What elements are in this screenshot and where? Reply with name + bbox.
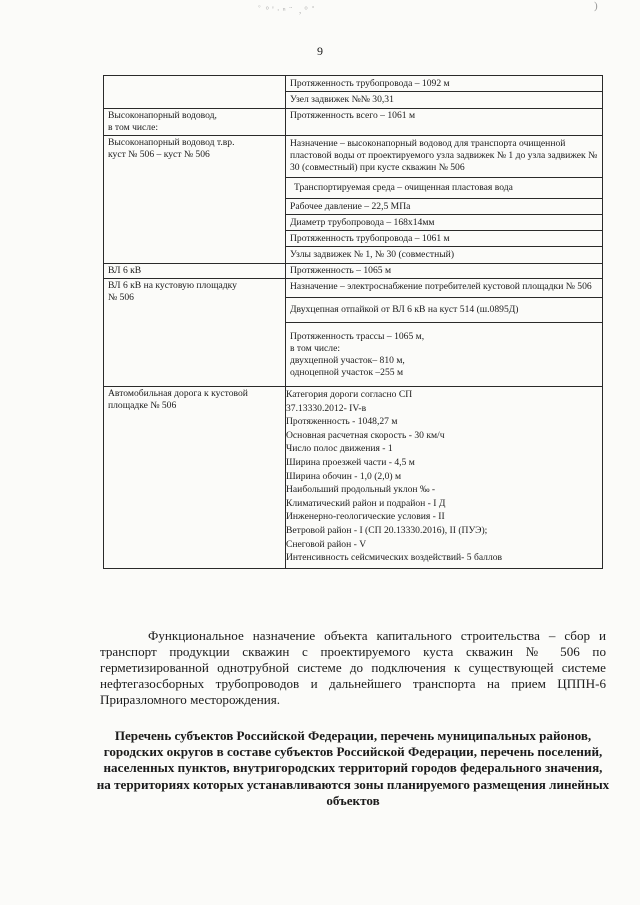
purpose-paragraph [100,628,606,708]
table-row [104,109,603,136]
table-cell-right [286,264,603,279]
cell-line: Рабочее давление – 22,5 МПа [286,198,602,214]
cell-line: Диаметр трубопровода – 168х14мм [286,214,602,230]
cell-line: Транспортируемая среда – очищенная пластовая вода [286,177,602,198]
cell-line: площадке № 506 [108,400,177,411]
cell-line: Ширина обочин - 1,0 (2,0) м [286,470,402,482]
table-cell-right [286,387,603,569]
table-cell-right [286,136,603,264]
table-cell-left [104,109,286,136]
table-row [104,76,603,109]
table-cell-left [104,387,286,569]
cell-line: Инженерно-геологические условия - II [286,511,445,523]
table-cell-left [104,136,286,264]
page-number: 9 [317,44,323,58]
cell-line: Протяженность - 1048,27 м [286,416,398,428]
cell-line: Снеговой район - V [286,538,367,550]
cell-line: Основная расчетная скорость - 30 км/ч [286,429,445,441]
cell-line: Двухцепная отпайкой от ВЛ 6 кВ на куст 514 (ш.0895Д) [286,297,602,322]
table-cell-left [104,279,286,387]
table-row [104,387,603,569]
table-row [104,264,603,279]
table-cell-right [286,109,603,136]
cell-line: куст № 506 – куст № 506 [108,149,210,160]
scan-artifact-mark: ﾟ°'·ⁿ ̈ ,° ̊ [258,5,317,15]
table-row [104,279,603,387]
purpose-paragraph-text: Функциональное назначение объекта капитального строительства – сбор и транспорт продукции скважин с проектируемого куста скважин № 506 по герметизированной однотрубной системе до подключения к существующей системе нефтегазосборных трубопроводов и дальнейшего транспорта на прием ЦППН-6 Приразломного месторождения. [100,628,606,707]
cell-line: Ветровой район - I (СП 20.13330.2016), II (ПУЭ); [286,524,488,536]
table-row [104,136,603,264]
table-cell-right [286,76,603,109]
cell-line: Климатический район и подрайон - I Д [286,497,446,509]
cell-line: Протяженность трассы – 1065 м, в том числе: двухцепной участок– 810 м, одноцепной участок –255 м [286,322,602,385]
cell-line: Высоконапорный водовод, [108,110,217,121]
cell-line: Протяженность всего – 1061 м [290,110,416,121]
table-cell-left [104,264,286,279]
scan-artifact-bracket: ) [594,0,598,12]
section-heading: Перечень субъектов Российской Федерации, перечень муниципальных районов, городских округов в составе субъектов Российской Федерации, перечень поселений, населенных пунктов, внутригородских территорий городов федерального значения, на территориях которых устанавливаются зоны планируемого размещения линейных объектов [96,728,610,808]
cell-line: Узлы задвижек № 1, № 30 (совместный) [286,246,602,262]
cell-line: № 506 [108,292,134,303]
cell-line: 37.13330.2012- IV-в [286,402,367,414]
cell-line: ВЛ 6 кВ [108,265,142,276]
cell-line: ВЛ 6 кВ на кустовую площадку [108,280,237,291]
table-cell-right [286,279,603,387]
cell-line: в том числе: [108,122,159,133]
cell-line: Узел задвижек №№ 30,31 [286,91,602,107]
cell-line: Высоконапорный водовод т.вр. [108,137,235,148]
cell-line: Ширина проезжей части - 4,5 м [286,456,415,468]
cell-line: Наибольший продольный уклон ‰ - [286,484,436,496]
cell-line: Число полос движения - 1 [286,443,393,455]
table-cell-left [104,76,286,109]
cell-line: Протяженность трубопровода – 1092 м [290,78,450,89]
cell-line: Категория дороги согласно СП [286,389,413,400]
cell-line: Протяженность трубопровода – 1061 м [286,230,602,246]
cell-line: Автомобильная дорога к кустовой [108,388,248,399]
cell-line: Назначение – высоконапорный водовод для транспорта очищенной пластовой воды от проектируемого узла задвижек № 1 до узла задвижек № 30 (совместный) при кусте скважин № 506 [290,138,598,173]
cell-line: Протяженность – 1065 м [290,265,392,276]
cell-line: Интенсивность сейсмических воздействий- 5 баллов [286,552,503,564]
cell-line: Назначение – электроснабжение потребителей кустовой площадки № 506 [290,281,592,292]
linear-objects-table [103,75,603,569]
